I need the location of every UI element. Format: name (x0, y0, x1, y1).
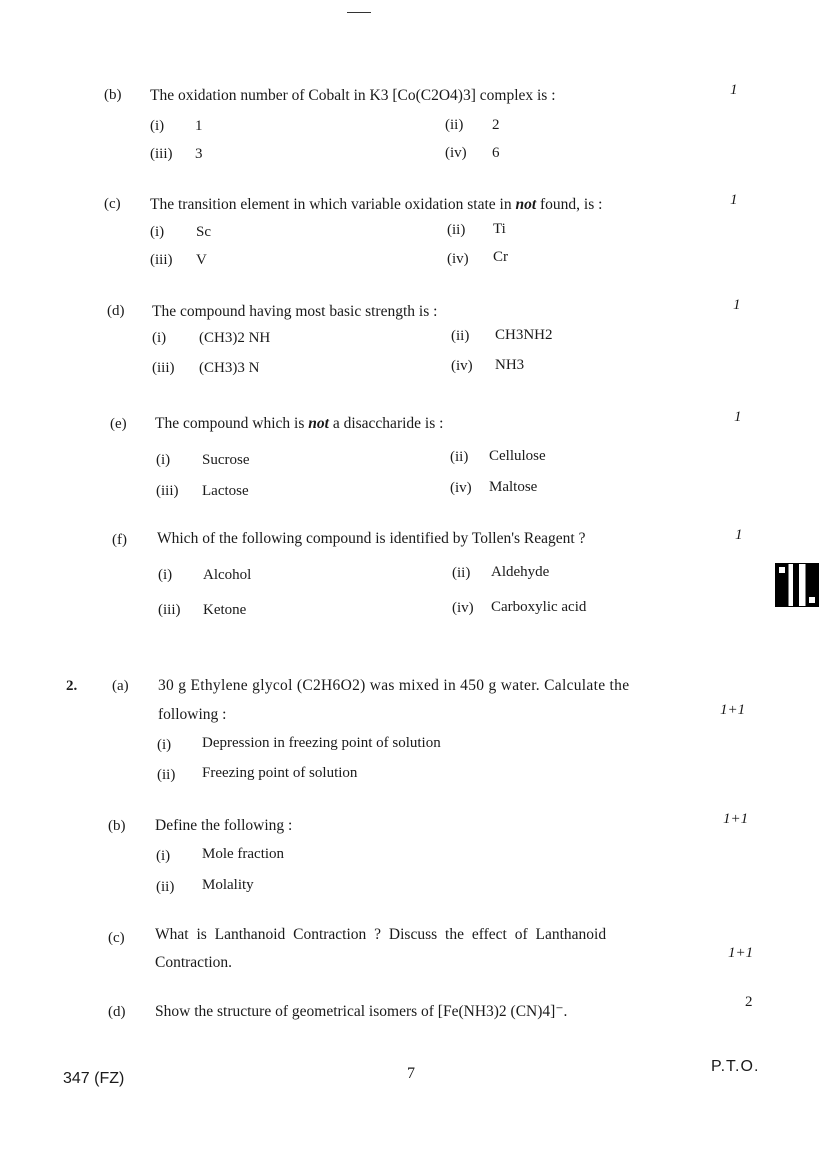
q1b-marks: 1 (730, 82, 738, 98)
q1b-opt1-text: 1 (195, 118, 203, 134)
q2a-marks: 1+1 (720, 702, 746, 718)
q2a-sub1-text: Depression in freezing point of solution (202, 735, 441, 751)
q1d-opt3-text: (CH3)3 N (199, 360, 260, 376)
q2a-line1: 30 g Ethylene glycol (C2H6O2) was mixed in 450 g water. Calculate the (158, 677, 630, 694)
q1c-opt4-num: (iv) (447, 251, 469, 267)
q1f-text: Which of the following compound is identified by Tollen's Reagent ? (157, 530, 586, 547)
q1e-label: (e) (110, 416, 127, 432)
q1c-opt3-text: V (196, 252, 207, 268)
pto-label: P.T.O. (711, 1058, 760, 1075)
q1e-opt4-text: Maltose (489, 479, 538, 495)
q1f-opt2-num: (ii) (452, 565, 471, 581)
q1b-opt2-text: 2 (492, 117, 500, 133)
q2c-line2: Contraction. (155, 954, 233, 971)
q2b-sub1-text: Mole fraction (202, 846, 285, 862)
q1e-marks: 1 (734, 409, 742, 425)
q1d-opt4-text: NH3 (495, 357, 525, 373)
q1f-opt4-num: (iv) (452, 600, 474, 616)
q2d-marks: 2 (745, 994, 753, 1010)
q2a-sub2-text: Freezing point of solution (202, 765, 358, 781)
q1e-text: The compound which is not a disaccharide is : (155, 415, 444, 432)
q1d-opt3-num: (iii) (152, 360, 175, 376)
q1b-opt4-text: 6 (492, 145, 500, 161)
q2a-sub1-num: (i) (157, 737, 172, 753)
q1e-opt1-text: Sucrose (202, 452, 250, 468)
q1f-opt1-text: Alcohol (203, 567, 252, 583)
top-rule (347, 12, 371, 13)
q1d-opt2-text: CH3NH2 (495, 327, 553, 343)
q1b-opt1-num: (i) (150, 118, 165, 134)
q2a-line2: following : (158, 706, 227, 723)
q1d-label: (d) (107, 303, 125, 319)
q2b-sub2-text: Molality (202, 877, 254, 893)
q1c-marks: 1 (730, 192, 738, 208)
q1e-opt2-text: Cellulose (489, 448, 546, 464)
page-number: 7 (407, 1065, 415, 1082)
q2b-text: Define the following : (155, 817, 293, 834)
q2d-label: (d) (108, 1004, 126, 1020)
q1d-opt1-text: (CH3)2 NH (199, 330, 271, 346)
q2a-sub2-num: (ii) (157, 767, 176, 783)
q2c-label: (c) (108, 930, 125, 946)
q1f-opt3-text: Ketone (203, 602, 247, 618)
q1c-text: The transition element in which variable oxidation state in not found, is : (150, 196, 603, 213)
q2c-line1: What is Lanthanoid Contraction ? Discuss the effect of Lanthanoid (155, 926, 607, 943)
q1b-opt2-num: (ii) (445, 117, 464, 133)
q2b-sub1-num: (i) (156, 848, 171, 864)
q1b-opt3-text: 3 (195, 146, 203, 162)
q2b-label: (b) (108, 818, 126, 834)
q1f-opt4-text: Carboxylic acid (491, 599, 587, 615)
q1b-opt3-num: (iii) (150, 146, 173, 162)
q1c-label: (c) (104, 196, 121, 212)
q1f-opt3-num: (iii) (158, 602, 181, 618)
q2a-label: (a) (112, 678, 129, 694)
q2-number: 2. (66, 678, 78, 694)
q1f-label: (f) (112, 532, 127, 548)
q1d-opt1-num: (i) (152, 330, 167, 346)
q2d-text: Show the structure of geometrical isomers of [Fe(NH3)2 (CN)4]⁻. (155, 1003, 568, 1020)
q2c-marks: 1+1 (728, 945, 754, 961)
q1b-label: (b) (104, 87, 122, 103)
q1e-opt3-text: Lactose (202, 483, 249, 499)
qr-code-icon (775, 563, 819, 607)
q1b-opt4-num: (iv) (445, 145, 467, 161)
q1c-opt1-num: (i) (150, 224, 165, 240)
q1c-opt2-text: Ti (493, 221, 506, 237)
q1e-opt1-num: (i) (156, 452, 171, 468)
q1c-opt2-num: (ii) (447, 222, 466, 238)
q1f-opt2-text: Aldehyde (491, 564, 550, 580)
q1d-opt4-num: (iv) (451, 358, 473, 374)
q2b-sub2-num: (ii) (156, 879, 175, 895)
paper-code: 347 (FZ) (63, 1070, 125, 1087)
q1d-text: The compound having most basic strength is : (152, 303, 438, 320)
q2b-marks: 1+1 (723, 811, 749, 827)
q1f-opt1-num: (i) (158, 567, 173, 583)
q1e-opt4-num: (iv) (450, 480, 472, 496)
q1c-opt3-num: (iii) (150, 252, 173, 268)
q1c-opt1-text: Sc (196, 224, 211, 240)
q1e-opt3-num: (iii) (156, 483, 179, 499)
q1c-opt4-text: Cr (493, 249, 508, 265)
q1f-marks: 1 (735, 527, 743, 543)
q1e-opt2-num: (ii) (450, 449, 469, 465)
q1d-opt2-num: (ii) (451, 328, 470, 344)
q1d-marks: 1 (733, 297, 741, 313)
q1b-text: The oxidation number of Cobalt in K3 [Co(C2O4)3] complex is : (150, 87, 556, 104)
